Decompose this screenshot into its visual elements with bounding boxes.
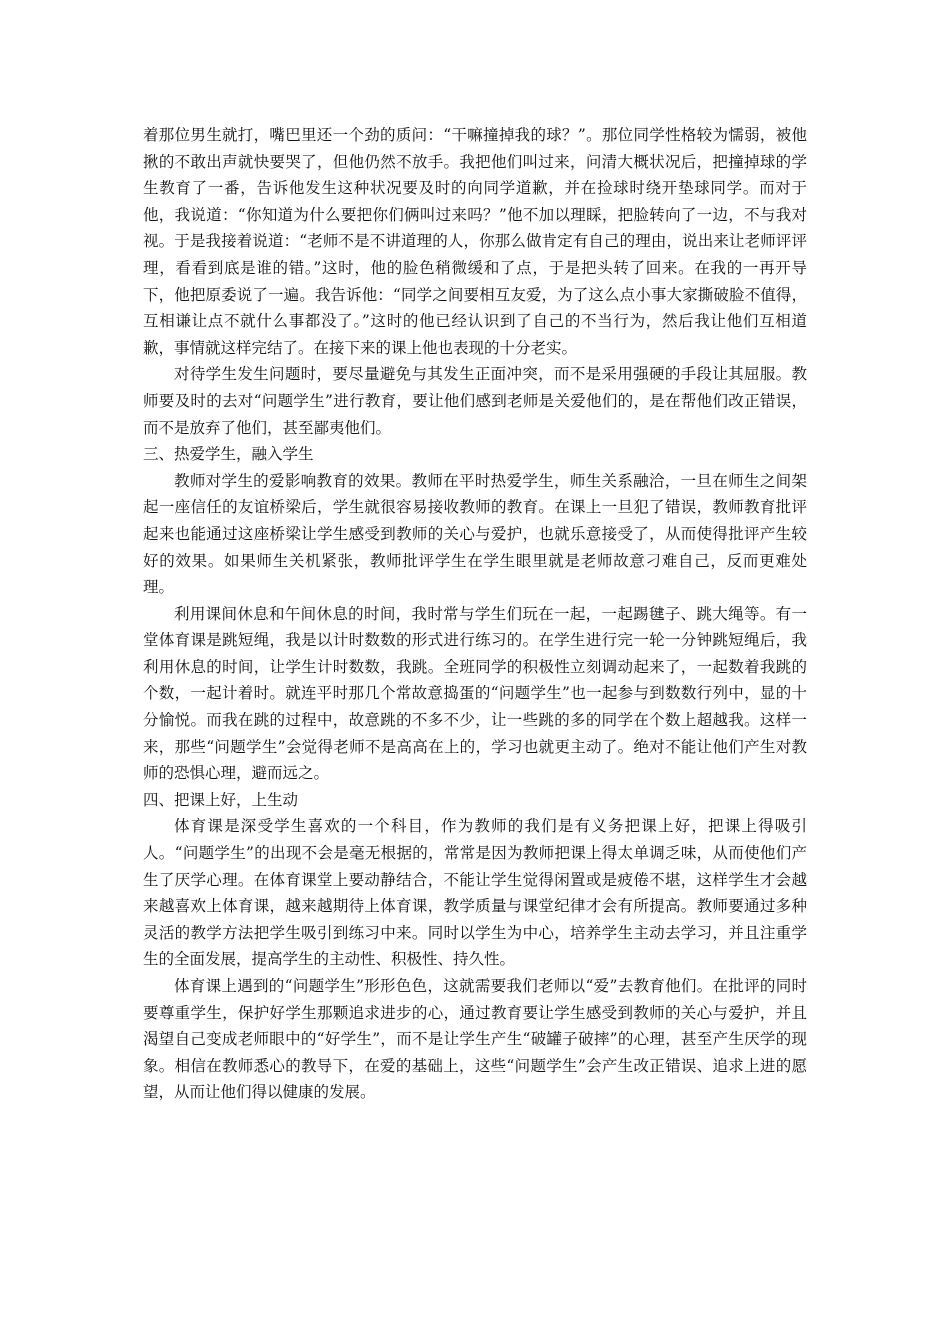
paragraph-teacher-love: 教师对学生的爱影响教育的效果。教师在平时热爱学生，师生关系融洽，一旦在师生之间架起一座信任的友谊桥梁后，学生就很容易接收教师的教育。在课上一旦犯了错误，教师教育批评起来也能通过这座桥梁让学生感受到教师的关心与爱护，也就乐意接受了，从而使得批评产生较好的效果。如果师生关机紧张，教师批评学生在学生眼里就是老师故意刁难自己，反而更难处理。 <box>143 471 807 597</box>
paragraph-conclusion: 体育课上遇到的“问题学生”形形色色，这就需要我们老师以“爱”去教育他们。在批评的同时要尊重学生，保护好学生那颗追求进步的心，通过教育要让学生感受到教师的关心与爱护，并且渴望自己变成老师眼中的“好学生”，而不是让学生产生“破罐子破摔”的心理，甚至产生厌学的现象。相信在教师悉心的教导下，在爱的基础上，这些“问题学生”会产生改正错误、追求上进的愿望，从而让他们得以健康的发展。 <box>143 977 807 1102</box>
document-body <box>143 122 807 1106</box>
paragraph-pe-class: 体育课是深受学生喜欢的一个科目，作为教师的我们是有义务把课上好，把课上得吸引人。“问题学生”的出现不会是毫无根据的，常常是因为教师把课上得太单调乏味，从而使他们产生了厌学心理。在体育课堂上要动静结合，不能让学生觉得闲置或是疲倦不堪，这样学生才会越来越喜欢上体育课，越来越期待上体育课，教学质量与课堂纪律才会有所提高。教师要通过多种灵活的教学方法把学生吸引到练习中来。同时以学生为中心，培养学生主动去学习，并且注重学生的全面发展，提高学生的主动性、积极性、持久性。 <box>143 817 807 969</box>
paragraph-continuation: 着那位男生就打，嘴巴里还一个劲的质问：“干嘛撞掉我的球？”。那位同学性格较为懦弱，被他揪的不敢出声就快要哭了，但他仍然不放手。我把他们叫过来，问清大概状况后，把撞掉球的学生教育了一番，告诉他发生这种状况要及时的向同学道歉，并在捡球时绕开垫球同学。而对于他，我说道：“你知道为什么要把你们俩叫过来吗？”他不加以理睬，把脸转向了一边，不与我对视。于是我接着说道：“老师不是不讲道理的人，你那么做肯定有自己的理由，说出来让老师评评理，看看到底是谁的错。”这时，他的脸色稍微缓和了点，于是把头转了回来。在我的一再开导下，他把原委说了一遍。我告诉他：“同学之间要相互友爱，为了这么点小事大家撕破脸不值得，互相谦让点不就什么事都没了。”这时的他已经认识到了自己的不当行为，然后我让他们互相道歉，事情就这样完结了。在接下来的课上他也表现的十分老实。 <box>143 126 807 357</box>
section-heading-good-lessons: 四、把课上好，上生动 <box>143 790 299 809</box>
section-heading-love-students: 三、热爱学生，融入学生 <box>143 445 314 464</box>
paragraph-conflict-advice: 对待学生发生问题时，要尽量避免与其发生正面冲突，而不是采用强硬的手段让其屈服。教师要及时的去对“问题学生”进行教育，要让他们感到老师是关爱他们的，是在帮他们改正错误，而不是放弃了他们，甚至鄙夷他们。 <box>143 365 807 437</box>
paragraph-jump-rope: 利用课间休息和午间休息的时间，我时常与学生们玩在一起，一起踢毽子、跳大绳等。有一堂体育课是跳短绳，我是以计时数数的形式进行练习的。在学生进行完一轮一分钟跳短绳后，我利用休息的时间，让学生计时数数，我跳。全班同学的积极性立刻调动起来了，一起数着我跳的个数，一起计着时。就连平时那几个常故意捣蛋的“问题学生”也一起参与到数数行列中，显的十分愉悦。而我在跳的过程中，故意跳的不多不少，让一些跳的多的同学在个数上超越我。这样一来，那些“问题学生”会觉得老师不是高高在上的，学习也就更主动了。绝对不能让他们产生对教师的恐惧心理，避而远之。 <box>143 604 807 783</box>
